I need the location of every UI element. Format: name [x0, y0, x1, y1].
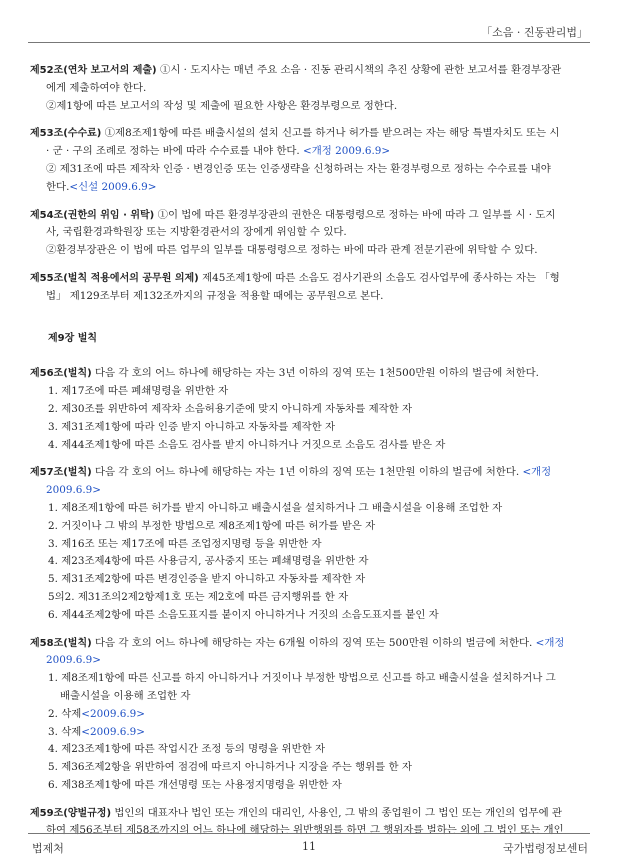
- article-text: ②환경부장관은 이 법에 따른 업무의 일부를 대통령령으로 정하는 바에 따라 관계 전문기관에 위탁할 수 있다.: [46, 244, 538, 257]
- list-item: 1. 제8조제1항에 따른 신고를 하지 아니하거나 거짓이나 부정한 방법으로 신고를 하고 배출시설을 설치하거나 그: [48, 672, 556, 685]
- article-text: 법인의 대표자나 법인 또는 개인의 대리인, 사용인, 그 밖의 종업원이 그 법인 또는 개인의 업무에 관: [114, 806, 562, 819]
- footer-divider: [28, 833, 590, 834]
- article-text: 사, 국립환경과학원장 또는 지방환경관서의 장에게 위임할 수 있다.: [46, 226, 347, 239]
- article-text: · 군 · 구의 조례로 정하는 바에 따라 수수료를 내야 한다.: [46, 145, 300, 158]
- list-item: 3. 제16조 또는 제17조에 따른 조업정지명령 등을 위반한 자: [48, 537, 322, 550]
- article-59: [30, 805, 592, 841]
- list-item: 1. 제8조제1항에 따른 허가를 받지 아니하고 배출시설을 설치하거나 그 배출시설을 이용해 조업한 자: [48, 501, 503, 514]
- article-54: [30, 207, 592, 260]
- list-item: 4. 제23조제4항에 따른 사용금지, 공사중지 또는 폐쇄명령을 위반한 자: [48, 555, 369, 568]
- page-number: 11: [302, 840, 316, 853]
- footer-publisher: 법제처: [32, 842, 64, 855]
- list-item: 3. 제31조제1항에 따라 인증 받지 아니하고 자동차를 제작한 자: [48, 420, 336, 433]
- list-item: 3. 삭제: [48, 725, 82, 738]
- list-item: 6. 제44조제2항에 따른 소음도표지를 붙이지 아니하거나 거짓의 소음도표지를 붙인 자: [48, 608, 439, 621]
- article-text: 법」 제129조부터 제132조까지의 규정을 적용할 때에는 공무원으로 본다.: [46, 289, 384, 302]
- amendment-note: <개정 2009.6.9>: [303, 145, 391, 158]
- article-heading: 제55조(벌칙 적용에서의 공무원 의제): [30, 272, 199, 284]
- article-heading: 제58조(벌칙): [30, 637, 92, 649]
- article-58: [30, 635, 592, 795]
- list-item: 5. 제36조제2항을 위반하여 점검에 따르지 아니하거나 지장을 주는 행위를 한 자: [48, 761, 412, 774]
- document-body: [30, 62, 592, 850]
- article-heading: 제52조(연차 보고서의 제출): [30, 65, 157, 76]
- footer-source: 국가법령정보센터: [502, 842, 588, 855]
- article-text: 에게 제출하여야 한다.: [46, 81, 147, 94]
- list-item: 배출시설을 이용해 조업한 자: [60, 689, 191, 702]
- article-text: ② 제31조에 따른 제작차 인증 · 변경인증 또는 인증생략을 신청하려는 자는 환경부령으로 정하는 수수료를 내야: [46, 162, 551, 175]
- list-item: 1. 제17조에 따른 폐쇄명령을 위반한 자: [48, 385, 229, 398]
- list-item: 5의2. 제31조의2제2항제1호 또는 제2호에 따른 금지행위를 한 자: [48, 590, 349, 603]
- amendment-note: <신설 2009.6.9>: [69, 180, 157, 193]
- article-heading: 제59조(양벌규정): [30, 807, 112, 819]
- article-heading: 제53조(수수료): [30, 128, 102, 140]
- article-heading: 제57조(벌칙): [30, 467, 92, 479]
- article-text: 한다.: [46, 180, 70, 193]
- article-text: ①시 · 도지사는 매년 주요 소음 · 진동 관리시책의 추진 상황에 관한 보고서를 환경부장관: [159, 64, 562, 76]
- header-divider: [28, 42, 590, 43]
- article-text: 제45조제1항에 따른 소음도 검사기관의 소음도 검사업무에 종사하는 자는 「형: [202, 271, 560, 284]
- amendment-note: <개정: [535, 636, 565, 649]
- list-item: 5. 제31조제2항에 따른 변경인증을 받지 아니하고 자동차를 제작한 자: [48, 573, 366, 586]
- amendment-note: 2009.6.9>: [46, 484, 101, 497]
- document-header: 「소음 · 진동관리법」: [481, 26, 588, 39]
- article-text: 다음 각 호의 어느 하나에 해당하는 자는 1년 이하의 징역 또는 1천만원 이하의 벌금에 처한다.: [95, 466, 520, 479]
- article-heading: 제54조(권한의 위임 · 위탁): [30, 209, 155, 221]
- list-item: 6. 제38조제1항에 따른 개선명령 또는 사용정지명령을 위반한 자: [48, 778, 342, 791]
- list-item: 4. 제44조제1항에 따른 소음도 검사를 받지 아니하거나 거짓으로 소음도 검사를 받은 자: [48, 438, 446, 451]
- amendment-note: 2009.6.9>: [46, 654, 101, 667]
- list-item: 4. 제23조제1항에 따른 작업시간 조정 등의 명령을 위반한 자: [48, 743, 325, 756]
- article-56: [30, 365, 592, 454]
- amendment-note: <2009.6.9>: [81, 707, 145, 720]
- article-52: [30, 62, 592, 115]
- article-text: 다음 각 호의 어느 하나에 해당하는 자는 6개월 이하의 징역 또는 500만원 이하의 벌금에 처한다.: [95, 636, 533, 649]
- article-text: 하여 제56조부터 제58조까지의 어느 하나에 해당하는 위반행위를 하면 그 행위자를 벌하는 외에 그 법인 또는 개인: [46, 824, 564, 837]
- article-57: [30, 464, 592, 624]
- article-text: 다음 각 호의 어느 하나에 해당하는 자는 3년 이하의 징역 또는 1천500만원 이하의 벌금에 처한다.: [95, 367, 539, 380]
- amendment-note: <2009.6.9>: [81, 725, 145, 738]
- list-item: 2. 거짓이나 그 밖의 부정한 방법으로 제8조제1항에 따른 허가를 받은 자: [48, 519, 376, 532]
- list-item: 2. 제30조를 위반하여 제작차 소음허용기준에 맞지 아니하게 자동차를 제작한 자: [48, 402, 413, 415]
- article-heading: 제56조(벌칙): [30, 368, 92, 380]
- chapter-title: 제9장 벌칙: [48, 332, 98, 344]
- article-53: [30, 125, 592, 196]
- article-text: ①이 법에 따른 환경부장관의 권한은 대통령령으로 정하는 바에 따라 그 일부를 시 · 도지: [157, 208, 556, 221]
- article-text: ②제1항에 따른 보고서의 작성 및 제출에 필요한 사항은 환경부령으로 정한다.: [46, 99, 398, 112]
- article-55: [30, 270, 592, 306]
- amendment-note: <개정: [522, 466, 552, 479]
- list-item: 2. 삭제: [48, 707, 82, 720]
- article-text: ①제8조제1항에 따른 배출시설의 설치 신고를 하거나 허가를 받으려는 자는 해당 특별자치도 또는 시: [104, 127, 560, 140]
